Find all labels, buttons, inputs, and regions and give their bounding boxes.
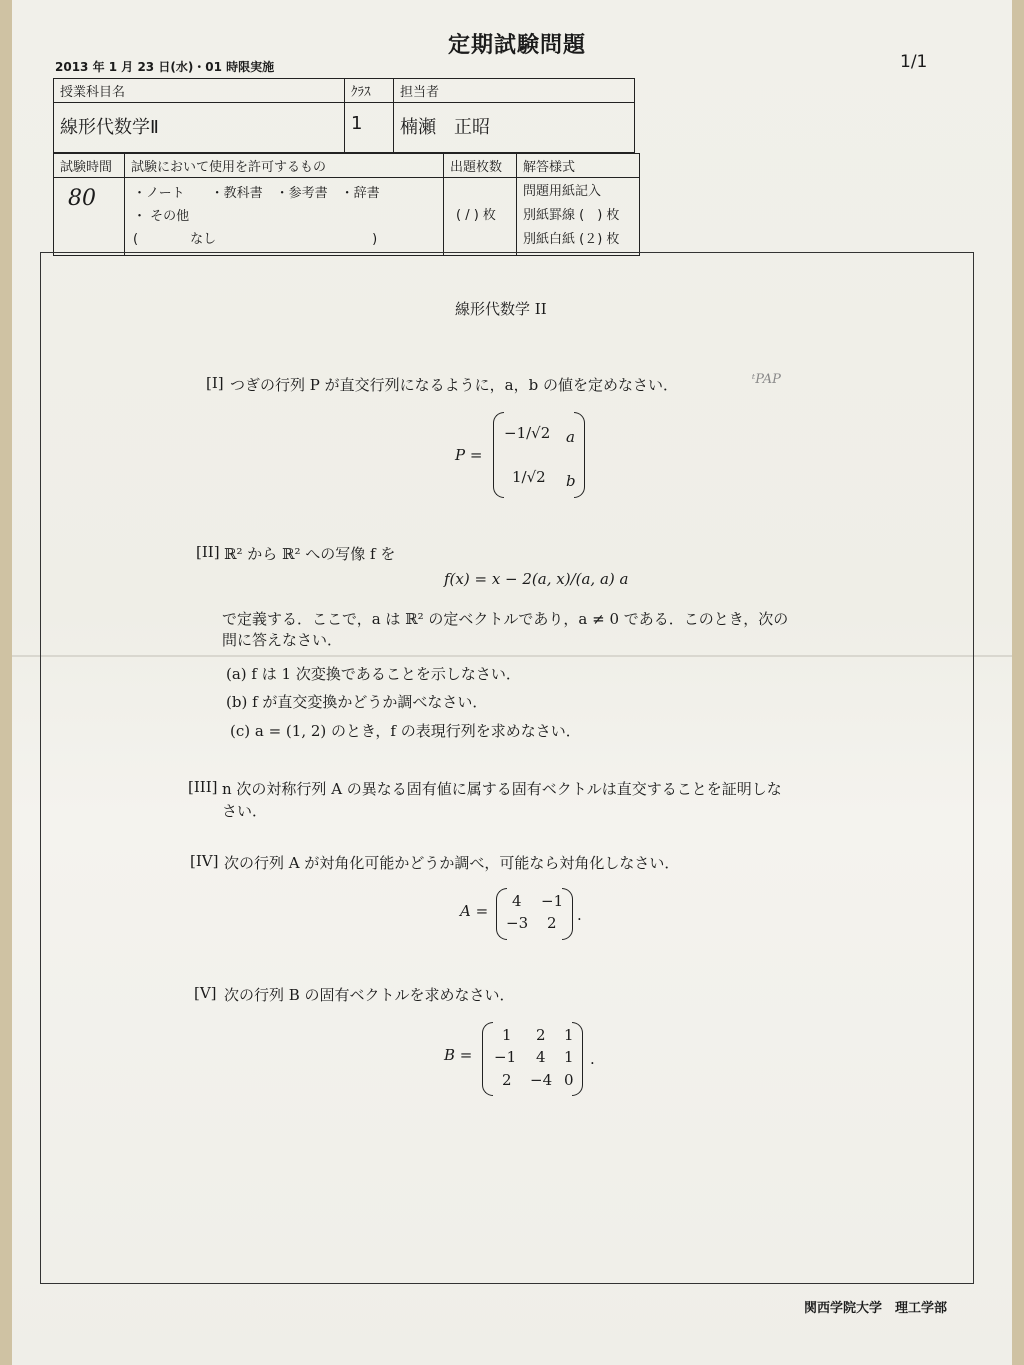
class-label: ｸﾗｽ — [345, 79, 394, 103]
answer-line3: 別紙白紙 (２) 枚 — [523, 232, 620, 247]
q1-left-paren — [493, 412, 504, 498]
exam-title: 線形代数学 II — [455, 300, 547, 318]
q5-m21: −1 — [494, 1048, 517, 1066]
q4-text: 次の行列 A が対角化可能かどうか調べ，可能なら対角化しなさい． — [224, 854, 680, 872]
q1-lhs: P = — [455, 446, 483, 464]
q1-text: つぎの行列 P が直交行列になるように，a，b の値を定めなさい． — [230, 376, 678, 394]
info-table-lower — [53, 153, 640, 256]
q2-part-b: (b) f が直交変換かどうか調べなさい． — [226, 693, 488, 711]
q5-right-paren — [572, 1022, 583, 1096]
pencil-note: ᵗPAP — [752, 372, 781, 387]
class-value: 1 — [345, 103, 394, 153]
answer-line1: 問題用紙記入 — [523, 184, 602, 199]
q1-label: [I] — [206, 374, 224, 392]
allowed-items — [125, 178, 444, 256]
q1-m21: 1/√2 — [512, 468, 546, 486]
q2-label: [II] — [196, 543, 220, 561]
answer-line2: 別紙罫線 ( ) 枚 — [523, 208, 620, 223]
q4-lhs: A = — [460, 902, 489, 920]
page-mark: 1/1 — [900, 52, 928, 72]
q2-formula: f(x) = x − 2(a, x)/(a, a) a — [444, 570, 629, 588]
exam-frame — [40, 252, 974, 1284]
q5-m22: 4 — [536, 1048, 546, 1066]
q5-m11: 1 — [502, 1026, 512, 1044]
allowed-line3: ( なし ) — [133, 232, 378, 247]
subject-value: 線形代数学Ⅱ — [54, 103, 345, 153]
q5-m23: 1 — [564, 1048, 574, 1066]
q5-m13: 1 — [564, 1026, 574, 1044]
q1-m12: a — [566, 428, 575, 446]
q5-m12: 2 — [536, 1026, 546, 1044]
q3-text2: さい． — [222, 802, 268, 820]
exam-date: 2013 年 1 月 23 日(水)・01 時限実施 — [55, 60, 275, 74]
sheets-label: 出題枚数 — [444, 154, 517, 178]
q4-label: [IV] — [190, 852, 219, 870]
university-footer: 関西学院大学 理工学部 — [804, 1301, 948, 1316]
q4-right-paren — [562, 888, 573, 940]
answer-options — [517, 178, 640, 256]
q1-m22: b — [566, 472, 576, 490]
q4-m21: −3 — [506, 914, 529, 932]
answer-label: 解答様式 — [517, 154, 640, 178]
info-table — [53, 78, 635, 153]
q2-text: ℝ² から ℝ² への写像 f を — [224, 545, 396, 563]
q5-lhs: B = — [444, 1046, 473, 1064]
q4-m12: −1 — [541, 892, 564, 910]
q1-right-paren — [574, 412, 585, 498]
q5-label: [V] — [194, 984, 217, 1002]
q4-tail: . — [577, 906, 582, 924]
sheets-value: ( / ) 枚 — [444, 178, 517, 256]
q4-m22: 2 — [547, 914, 557, 932]
q5-tail: . — [590, 1050, 595, 1068]
q4-m11: 4 — [512, 892, 522, 910]
q5-m31: 2 — [502, 1071, 512, 1089]
teacher-value: 楠瀬 正昭 — [394, 103, 635, 153]
q3-label: [III] — [188, 778, 218, 796]
allowed-line1: ・ノート ・教科書 ・参考書 ・辞書 — [133, 186, 380, 201]
q3-text: n 次の対称行列 A の異なる固有値に属する固有ベクトルは直交することを証明しな — [222, 780, 782, 798]
q5-m32: −4 — [530, 1071, 553, 1089]
q2-text3: 問に答えなさい． — [222, 631, 343, 649]
q5-m33: 0 — [564, 1071, 574, 1089]
q2-text2: で定義する．ここで，a は ℝ² の定ベクトルであり，a ≠ 0 である．このとき，次の — [222, 610, 789, 628]
allowed-line2: ・ その他 — [133, 209, 190, 224]
time-label: 試験時間 — [54, 154, 125, 178]
q1-m11: −1/√2 — [504, 424, 551, 442]
subject-label: 授業科目名 — [54, 79, 345, 103]
q2-part-c: (c) a = (1, 2) のとき，f の表現行列を求めなさい． — [230, 722, 581, 740]
page-title: 定期試験問題 — [448, 33, 587, 58]
q5-left-paren — [482, 1022, 493, 1096]
q2-part-a: (a) f は 1 次変換であることを示しなさい． — [226, 665, 521, 683]
allowed-label: 試験において使用を許可するもの — [125, 154, 444, 178]
teacher-label: 担当者 — [394, 79, 635, 103]
q5-text: 次の行列 B の固有ベクトルを求めなさい． — [224, 986, 515, 1004]
time-value: 80 — [54, 178, 125, 256]
